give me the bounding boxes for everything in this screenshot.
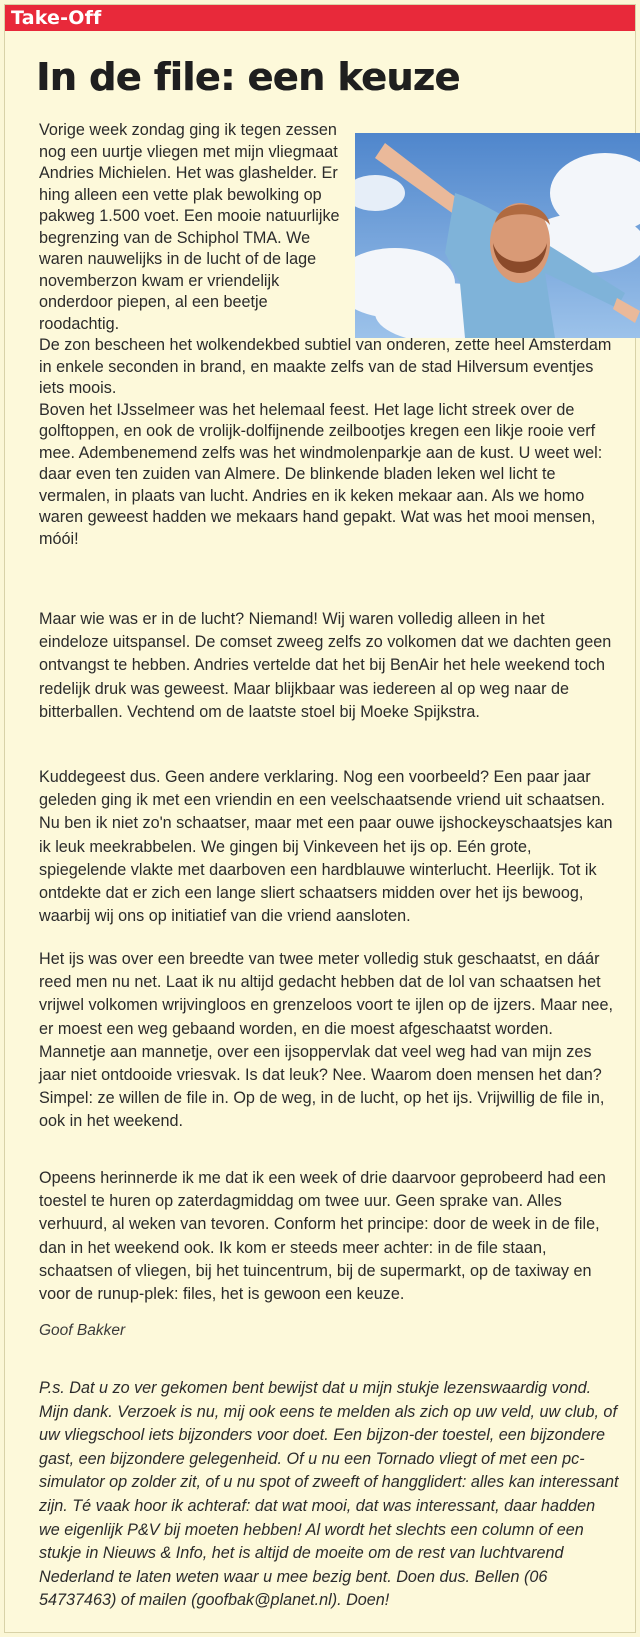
- intro-paragraph: Vorige week zondag ging ik tegen zessen nog een uurtje vliegen met mijn vliegmaat Andries Michielen. Het was glashelder. Er hing alleen een vette plak bewolking op pakweg 1.500 voet. Een mooie natuurlijke begrenzing van de Schiphol TMA. We waren nauwelijks in de lucht of de lage novemberzon kwam er vriendelijk onderdoor piepen, al een beetje roodachtig.: [39, 121, 340, 333]
- author-signature: Goof Bakker: [39, 1322, 126, 1339]
- page-frame: [4, 4, 636, 1633]
- flying-man-photo: [355, 133, 640, 338]
- paragraph-4: Het ijs was over een breedte van twee meter volledig stuk geschaatst, en dáár reed men nu net. Laat ik nu altijd gedacht hebben dat de lol van schaatsen het vrijwel volkomen wrijvingloos en grenzeloos voort te ijlen op de ijzers. Maar nee, er moest een weg gebaand worden, en die moest afgeschaatst worden. Mannetje aan mannetje, over een ijsoppervlak dat veel weg had van mijn zes jaar niet ontdooide vriesvak. Is dat leuk? Nee. Waarom doen mensen het dan? Simpel: ze willen de file in. Op de weg, in de lucht, op het ijs. Vrijwillig de file in, ook in het weekend.: [39, 950, 614, 1131]
- paragraph-3: Kuddegeest dus. Geen andere verklaring. Nog een voorbeeld? Een paar jaar geleden ging ik met een vriendin en een veelschaatsende vriend uit schaatsen. Nu ben ik niet zo'n schaatser, maar met een paar ouwe ijshockeyschaatsjes kan ik leuk meekrabbelen. We gingen bij Vinkeveen het ijs op. Eén grote, spiegelende vlakte met daarboven een hardblauwe winterlucht. Heerlijk. Tot ik ontdekte dat er zich een lange sliert schaatsers midden over het ijs bewoog, waarbij wij ons op initiatief van die vriend aansloten.: [39, 768, 613, 926]
- article-headline: In de file: een keuze: [36, 55, 460, 99]
- section-label: Take-Off: [11, 7, 102, 29]
- paragraph-5: Opeens herinnerde ik me dat ik een week of drie daarvoor geprobeerd had een toestel te huren op zaterdagmiddag om twee uur. Geen sprake van. Alles verhuurd, al weken van tevoren. Conform het principe: door de week in de file, dan in het weekend ook. Ik kom er steeds meer achter: in de file staan, schaatsen of vliegen, bij het tuincentrum, bij de supermarkt, op de taxiway en voor de runup-plek: files, het is gewoon een keuze.: [39, 1169, 606, 1304]
- section-header-bar: [5, 5, 635, 31]
- postscript: P.s. Dat u zo ver gekomen bent bewijst dat u mijn stukje lezenswaardig vond. Mijn dank. Verzoek is nu, mij ook eens te melden als zich op uw veld, uw club, of uw vliegschool iets bijzonders voor doet. Een bijzon-der toestel, een bijzondere gast, een bijzondere gelegenheid. Of u nu een Tornado vliegt of met een pc-simulator op zolder zit, of u nu spot of zweeft of hangglidert: alles kan interessant zijn. Té vaak hoor ik achteraf: dat wat mooi, dat was interessant, daar hadden we eigenlijk P&V bij moeten hebben! Al wordt het slechts een column of een stukje in Nieuws & Info, het is altijd de moeite om de rest van luchtvarend Nederland te laten weten waar u mee bezig bent. Doen dus. Bellen (06 54737463) of mailen (goofbak@planet.nl). Doen!: [39, 1379, 619, 1610]
- photo-illustration: [355, 133, 640, 338]
- article-continued: [39, 335, 615, 550]
- article-intro: [39, 120, 344, 335]
- paragraph-1-second: Boven het IJsselmeer was het helemaal feest. Het lage licht streek over de golftoppen, en ook de vrolijk-dolfijnende zeilbootjes kregen een likje rooie verf mee. Adembenemend zelfs was het windmolenparkje aan de kust. U weet wel: daar even ten zuiden van Almere. De blinkende bladen leken wel licht te vermalen, in plaats van lucht. Andries en ik keken mekaar aan. Als we homo waren geweest hadden we mekaars hand gepakt. Wat was het mooi mensen, móói!: [39, 400, 603, 548]
- paragraph-1-continued: De zon bescheen het wolkendekbed subtiel van onderen, zette heel Amsterdam in enkele seconden in brand, en maakte zelfs van de stad Hilversum eventjes iets moois.: [39, 336, 612, 397]
- paragraph-2: Maar wie was er in de lucht? Niemand! Wij waren volledig alleen in het eindeloze uitspansel. De comset zweeg zelfs zo volkomen dat we dachten geen ontvangst te hebben. Andries vertelde dat het bij BenAir het hele weekend toch redelijk druk was geweest. Maar blijkbaar was iedereen al op weg naar de bitterballen. Vechtend om de laatste stoel bij Moeke Spijkstra.: [39, 610, 612, 721]
